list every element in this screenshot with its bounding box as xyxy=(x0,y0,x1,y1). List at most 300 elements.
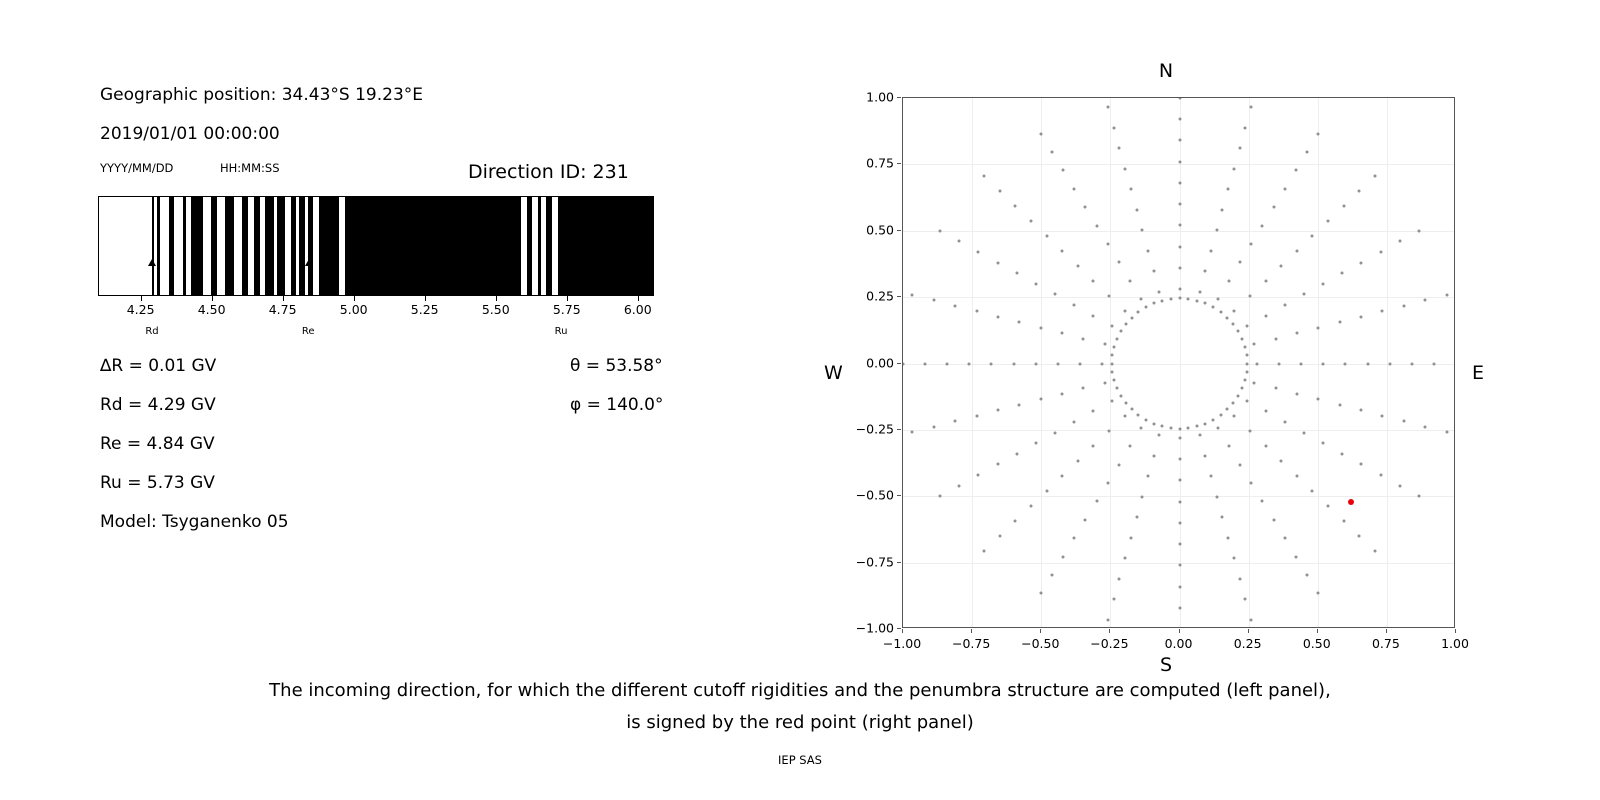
direction-point xyxy=(954,420,957,423)
direction-point xyxy=(1228,279,1231,282)
skymap-y-tick xyxy=(897,296,901,297)
direction-point xyxy=(1241,337,1244,340)
direction-point xyxy=(1106,482,1109,485)
direction-point xyxy=(1051,574,1054,577)
direction-point xyxy=(1317,326,1320,329)
penumbra-axis-tick xyxy=(425,296,426,301)
direction-point xyxy=(1196,425,1199,428)
compass-east-label: E xyxy=(1472,362,1485,384)
penumbra-forbidden-band xyxy=(319,197,339,295)
phi-value: φ = 140.0° xyxy=(570,395,664,415)
direction-point xyxy=(1228,445,1231,448)
direction-point xyxy=(1374,550,1377,553)
direction-point xyxy=(1015,272,1018,275)
direction-point xyxy=(1144,306,1147,309)
direction-point xyxy=(996,409,999,412)
skymap-x-tick-label: 0.00 xyxy=(1164,636,1193,651)
direction-point xyxy=(1253,343,1256,346)
direction-point xyxy=(954,304,957,307)
direction-point xyxy=(1053,431,1056,434)
re-value: Re = 4.84 GV xyxy=(100,434,215,454)
skymap-x-tick-label: −0.75 xyxy=(951,636,991,651)
skymap-y-tick xyxy=(897,495,901,496)
left-panel xyxy=(0,0,760,640)
direction-point xyxy=(1280,460,1283,463)
penumbra-bar xyxy=(98,196,654,296)
direction-point xyxy=(1296,392,1299,395)
skymap-y-tick xyxy=(897,562,901,563)
direction-point xyxy=(1410,362,1413,365)
skymap-x-tick-label: 0.50 xyxy=(1302,636,1331,651)
direction-point xyxy=(996,463,999,466)
direction-point xyxy=(1381,310,1384,313)
direction-point xyxy=(1113,345,1116,348)
direction-point xyxy=(1039,326,1042,329)
direction-point xyxy=(1250,242,1253,245)
penumbra-axis-tick xyxy=(496,296,497,301)
penumbra-axis-tick xyxy=(212,296,213,301)
direction-point xyxy=(1316,592,1319,595)
direction-point xyxy=(1092,279,1095,282)
direction-point xyxy=(1012,362,1015,365)
skymap-y-tick-label: 0.75 xyxy=(866,155,894,171)
direction-point xyxy=(1238,147,1241,150)
direction-point xyxy=(1455,362,1456,365)
caption-line-2: is signed by the red point (right panel) xyxy=(626,712,974,733)
skymap-x-tick xyxy=(971,629,972,633)
direction-point xyxy=(1178,436,1181,439)
direction-point xyxy=(939,229,942,232)
direction-point xyxy=(958,484,961,487)
direction-point xyxy=(1061,249,1064,252)
direction-point xyxy=(1178,500,1181,503)
direction-point xyxy=(924,362,927,365)
direction-point xyxy=(990,362,993,365)
direction-point xyxy=(1034,362,1037,365)
direction-point xyxy=(1274,337,1277,340)
datetime-label: 2019/01/01 00:00:00 xyxy=(100,124,280,144)
direction-point xyxy=(1219,310,1222,313)
direction-point xyxy=(998,535,1001,538)
direction-point xyxy=(1119,395,1122,398)
direction-point xyxy=(1129,536,1132,539)
direction-point xyxy=(1294,555,1297,558)
skymap-x-tick-label: 1.00 xyxy=(1441,636,1469,651)
gridline-horizontal xyxy=(903,231,1454,232)
direction-point xyxy=(1111,370,1114,373)
direction-point xyxy=(1092,410,1095,413)
direction-point xyxy=(1381,414,1384,417)
direction-point xyxy=(1305,150,1308,153)
compass-north-label: N xyxy=(1158,60,1174,82)
direction-point xyxy=(1130,316,1133,319)
direction-point xyxy=(1245,370,1248,373)
ru-value: Ru = 5.73 GV xyxy=(100,473,215,493)
direction-point xyxy=(1178,585,1181,588)
skymap-y-tick-label: 0.00 xyxy=(866,355,894,370)
direction-point xyxy=(1113,379,1116,382)
theta-value: θ = 53.58° xyxy=(570,356,663,376)
skymap-x-tick xyxy=(1109,629,1110,633)
credit-label: IEP SAS xyxy=(778,753,822,767)
direction-point xyxy=(1178,288,1181,291)
skymap-y-tick xyxy=(897,97,901,98)
penumbra-forbidden-band xyxy=(169,197,175,295)
direction-point xyxy=(1144,418,1147,421)
direction-point xyxy=(1169,426,1172,429)
skymap-y-tick-label: −0.75 xyxy=(855,554,894,570)
direction-point xyxy=(1238,577,1241,580)
direction-point xyxy=(1327,219,1330,222)
direction-point xyxy=(1178,628,1181,629)
penumbra-forbidden-band xyxy=(157,197,160,295)
direction-point xyxy=(982,550,985,553)
direction-point xyxy=(1272,518,1275,521)
sky-map-plot xyxy=(902,97,1455,628)
direction-point xyxy=(1204,422,1207,425)
direction-point xyxy=(1123,309,1126,312)
skymap-x-tick xyxy=(1179,629,1180,633)
direction-point xyxy=(1264,279,1267,282)
skymap-x-tick xyxy=(902,629,903,633)
direction-point xyxy=(1135,516,1138,519)
direction-point xyxy=(1232,402,1235,405)
direction-point xyxy=(1424,299,1427,302)
direction-point xyxy=(902,362,905,365)
direction-point xyxy=(1084,518,1087,521)
direction-point xyxy=(1261,500,1264,503)
direction-point xyxy=(1244,126,1247,129)
gridline-horizontal xyxy=(903,164,1454,165)
direction-point xyxy=(975,414,978,417)
direction-point xyxy=(1178,266,1181,269)
direction-point xyxy=(1178,245,1181,248)
selected-direction-point xyxy=(1348,499,1354,505)
direction-point xyxy=(1111,325,1114,328)
direction-point xyxy=(1215,495,1218,498)
direction-point xyxy=(1178,181,1181,184)
direction-point xyxy=(1248,430,1251,433)
direction-point xyxy=(1034,282,1037,285)
direction-point xyxy=(1227,536,1230,539)
direction-point xyxy=(1137,414,1140,417)
direction-point xyxy=(1147,475,1150,478)
direction-point xyxy=(1204,302,1207,305)
direction-point xyxy=(1342,204,1345,207)
direction-point xyxy=(1221,516,1224,519)
direction-point xyxy=(1073,420,1076,423)
direction-point xyxy=(1124,167,1127,170)
direction-point xyxy=(1280,264,1283,267)
direction-point xyxy=(1445,293,1448,296)
direction-point xyxy=(1300,362,1303,365)
direction-point xyxy=(1040,592,1043,595)
direction-point xyxy=(1283,537,1286,540)
direction-point xyxy=(1217,426,1220,429)
direction-point xyxy=(1106,618,1109,621)
direction-point xyxy=(1092,445,1095,448)
penumbra-forbidden-band xyxy=(299,197,305,295)
direction-point xyxy=(1178,606,1181,609)
skymap-x-tick-label: −1.00 xyxy=(882,636,922,651)
direction-point xyxy=(1239,463,1242,466)
skymap-y-tick-label: −0.25 xyxy=(855,421,894,437)
direction-point xyxy=(1360,261,1363,264)
direction-point xyxy=(946,362,949,365)
time-format-label: HH:MM:SS xyxy=(220,161,280,175)
penumbra-forbidden-band xyxy=(538,197,541,295)
direction-point xyxy=(1221,208,1224,211)
direction-point xyxy=(1239,261,1242,264)
direction-point xyxy=(1160,425,1163,428)
direction-point xyxy=(1424,425,1427,428)
penumbra-forbidden-band xyxy=(527,197,533,295)
skymap-x-tick xyxy=(1386,629,1387,633)
direction-point xyxy=(1322,362,1325,365)
direction-point xyxy=(1196,299,1199,302)
direction-point xyxy=(1344,362,1347,365)
direction-point xyxy=(1264,445,1267,448)
direction-point xyxy=(1082,387,1085,390)
direction-id-label: Direction ID: 231 xyxy=(468,161,629,183)
penumbra-marker-label-rd: Rd xyxy=(145,326,159,337)
direction-point xyxy=(958,240,961,243)
penumbra-axis-tick-label: 5.50 xyxy=(481,302,510,317)
direction-point xyxy=(1029,219,1032,222)
right-panel xyxy=(800,40,1560,676)
direction-point xyxy=(1232,322,1235,325)
skymap-y-tick-label: 0.50 xyxy=(866,222,894,238)
direction-point xyxy=(1264,314,1267,317)
direction-point xyxy=(1388,362,1391,365)
direction-point xyxy=(1341,452,1344,455)
direction-point xyxy=(977,250,980,253)
direction-point xyxy=(1014,520,1017,523)
direction-point xyxy=(1402,420,1405,423)
direction-point xyxy=(1398,484,1401,487)
penumbra-forbidden-band xyxy=(242,197,248,295)
penumbra-axis-tick xyxy=(354,296,355,301)
direction-point xyxy=(1111,354,1114,357)
direction-point xyxy=(1084,206,1087,209)
direction-point xyxy=(1245,325,1248,328)
direction-point xyxy=(1303,293,1306,296)
direction-point xyxy=(1073,187,1076,190)
direction-point xyxy=(1178,297,1181,300)
penumbra-forbidden-band xyxy=(546,197,552,295)
direction-point xyxy=(1246,362,1249,365)
direction-point xyxy=(1073,304,1076,307)
model-label: Model: Tsyganenko 05 xyxy=(100,512,289,532)
direction-point xyxy=(1076,460,1079,463)
direction-point xyxy=(1215,229,1218,232)
direction-point xyxy=(1244,598,1247,601)
direction-point xyxy=(1227,188,1230,191)
direction-point xyxy=(1062,169,1065,172)
direction-point xyxy=(1082,337,1085,340)
direction-point xyxy=(1248,294,1251,297)
direction-point xyxy=(1178,427,1181,430)
direction-point xyxy=(1198,290,1201,293)
direction-point xyxy=(1117,463,1120,466)
direction-point xyxy=(1103,343,1106,346)
direction-point xyxy=(1178,458,1181,461)
direction-point xyxy=(1233,309,1236,312)
direction-point xyxy=(1178,97,1181,100)
direction-point xyxy=(1141,495,1144,498)
direction-point xyxy=(1241,387,1244,390)
caption-line-1: The incoming direction, for which the different cutoff rigidities and the penumbra structure are computed (left panel), xyxy=(269,680,1331,701)
direction-point xyxy=(1078,362,1081,365)
direction-point xyxy=(1092,314,1095,317)
direction-point xyxy=(1115,337,1118,340)
direction-point xyxy=(1101,362,1104,365)
direction-point xyxy=(1212,306,1215,309)
direction-point xyxy=(1261,224,1264,227)
direction-point xyxy=(1103,381,1106,384)
direction-point xyxy=(1178,160,1181,163)
penumbra-axis-tick-label: 5.00 xyxy=(339,302,368,317)
direction-point xyxy=(982,174,985,177)
direction-point xyxy=(1178,118,1181,121)
direction-point xyxy=(1123,415,1126,418)
gridline-vertical xyxy=(1318,98,1319,627)
skymap-x-tick-label: −0.50 xyxy=(1021,636,1060,651)
direction-point xyxy=(932,299,935,302)
direction-point xyxy=(1226,408,1229,411)
skymap-y-tick xyxy=(897,628,901,629)
direction-point xyxy=(1060,332,1063,335)
gridline-vertical xyxy=(1249,98,1250,627)
direction-point xyxy=(1112,126,1115,129)
direction-point xyxy=(1141,229,1144,232)
penumbra-axis-tick xyxy=(283,296,284,301)
direction-point xyxy=(1158,290,1161,293)
direction-point xyxy=(1060,392,1063,395)
penumbra-axis xyxy=(98,296,654,342)
direction-point xyxy=(1245,354,1248,357)
direction-point xyxy=(1278,362,1281,365)
direction-point xyxy=(1341,272,1344,275)
penumbra-axis-tick-label: 4.75 xyxy=(268,302,297,317)
penumbra-forbidden-band xyxy=(558,197,653,295)
direction-point xyxy=(1374,174,1377,177)
penumbra-forbidden-band xyxy=(254,197,260,295)
penumbra-forbidden-band xyxy=(291,197,297,295)
skymap-y-tick xyxy=(897,429,901,430)
penumbra-marker-ru xyxy=(561,260,562,296)
penumbra-axis-tick xyxy=(567,296,568,301)
direction-point xyxy=(1204,270,1207,273)
direction-point xyxy=(1152,270,1155,273)
direction-point xyxy=(1106,242,1109,245)
direction-point xyxy=(1338,321,1341,324)
direction-point xyxy=(1283,187,1286,190)
direction-point xyxy=(1243,379,1246,382)
gridline-vertical xyxy=(1180,98,1181,627)
direction-point xyxy=(1152,454,1155,457)
skymap-x-tick xyxy=(1317,629,1318,633)
direction-point xyxy=(1233,415,1236,418)
direction-point xyxy=(1124,402,1127,405)
skymap-x-tick-label: −0.25 xyxy=(1090,636,1129,651)
direction-point xyxy=(1029,505,1032,508)
direction-point xyxy=(1303,431,1306,434)
direction-point xyxy=(1264,410,1267,413)
direction-point xyxy=(1108,294,1111,297)
direction-point xyxy=(1095,500,1098,503)
direction-point xyxy=(1039,398,1042,401)
direction-point xyxy=(1272,206,1275,209)
direction-point xyxy=(1178,564,1181,567)
skymap-x-tick xyxy=(1455,629,1456,633)
penumbra-forbidden-band xyxy=(277,197,286,295)
direction-point xyxy=(1118,147,1121,150)
direction-point xyxy=(1117,261,1120,264)
direction-point xyxy=(977,474,980,477)
direction-point xyxy=(1178,203,1181,206)
direction-point xyxy=(1296,332,1299,335)
direction-point xyxy=(1232,557,1235,560)
direction-point xyxy=(1112,598,1115,601)
direction-point xyxy=(1106,106,1109,109)
direction-point xyxy=(1237,395,1240,398)
penumbra-axis-tick-label: 4.25 xyxy=(126,302,155,317)
penumbra-marker-rd xyxy=(152,260,153,296)
skymap-y-tick-label: −1.00 xyxy=(855,620,894,636)
compass-south-label: S xyxy=(1159,654,1173,676)
direction-point xyxy=(1338,403,1341,406)
direction-point xyxy=(1018,403,1021,406)
direction-point xyxy=(1317,398,1320,401)
direction-point xyxy=(1178,224,1181,227)
direction-point xyxy=(1417,229,1420,232)
skymap-y-tick xyxy=(897,230,901,231)
direction-point xyxy=(1119,329,1122,332)
direction-point xyxy=(1311,234,1314,237)
direction-point xyxy=(939,495,942,498)
direction-point xyxy=(1110,362,1113,365)
gridline-horizontal xyxy=(903,496,1454,497)
gridline-horizontal xyxy=(903,364,1454,365)
direction-point xyxy=(1076,264,1079,267)
skymap-x-tick-label: 0.75 xyxy=(1371,636,1400,651)
direction-point xyxy=(1402,304,1405,307)
direction-point xyxy=(1398,240,1401,243)
direction-point xyxy=(1130,408,1133,411)
direction-point xyxy=(1237,329,1240,332)
direction-point xyxy=(1226,316,1229,319)
penumbra-marker-label-ru: Ru xyxy=(554,326,568,337)
direction-point xyxy=(932,425,935,428)
penumbra-axis-tick-label: 4.50 xyxy=(197,302,226,317)
penumbra-axis-tick-label: 6.00 xyxy=(623,302,652,317)
direction-point xyxy=(1432,362,1435,365)
penumbra-marker-re xyxy=(308,260,309,296)
direction-point xyxy=(1111,399,1114,402)
direction-point xyxy=(1342,520,1345,523)
direction-point xyxy=(1250,618,1253,621)
direction-point xyxy=(1294,169,1297,172)
direction-point xyxy=(1219,414,1222,417)
penumbra-chart xyxy=(98,196,654,296)
direction-point xyxy=(1045,234,1048,237)
penumbra-forbidden-band xyxy=(265,197,274,295)
direction-point xyxy=(1379,250,1382,253)
direction-point xyxy=(1040,132,1043,135)
direction-point xyxy=(1118,577,1121,580)
direction-point xyxy=(1137,310,1140,313)
